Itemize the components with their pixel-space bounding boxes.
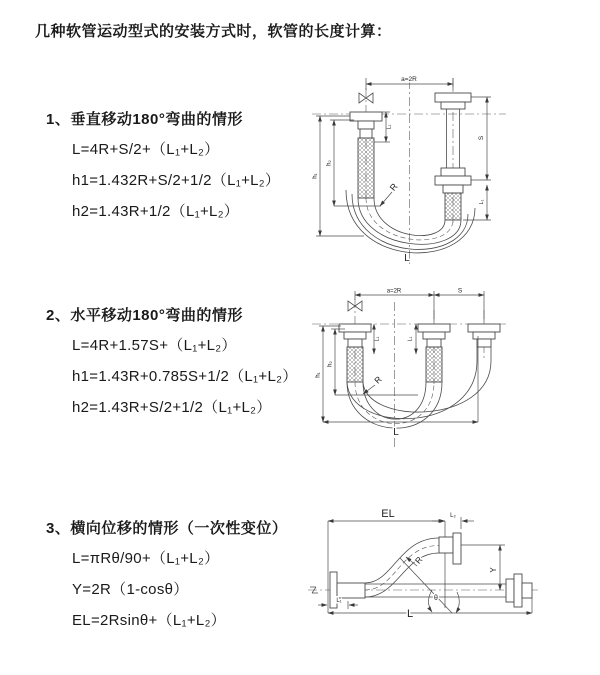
stroke-label: S — [478, 135, 485, 141]
dimension-fitting-right — [463, 185, 491, 220]
left-flange — [330, 572, 365, 608]
angle-label: θ — [434, 595, 438, 602]
fitting-right-label: L₂ — [450, 513, 456, 519]
dimension-height-outer — [316, 326, 342, 422]
formula-length: L=πRθ/90+（L₁+L₂） — [72, 550, 220, 567]
dimension-stroke — [434, 288, 484, 296]
formula-length: L=4R+1.57S+（L₁+L₂） — [72, 337, 237, 354]
formula-h2: h2=1.43R+S/2+1/2（L₁+L₂） — [72, 399, 272, 416]
section-3-heading: 3、横向位移的情形（一次性变位） — [46, 519, 288, 537]
left-riser — [339, 324, 371, 382]
height-inner-label: h₂ — [326, 160, 333, 166]
fitting-left-label: L₁ — [336, 598, 342, 604]
braided-hose-section — [347, 347, 363, 382]
dimension-span — [355, 289, 484, 323]
length-label: L — [404, 253, 410, 264]
middle-riser — [418, 324, 450, 382]
dimension-fitting-left — [318, 598, 358, 609]
braided-hose-section — [358, 138, 374, 198]
displaced-flange — [439, 533, 461, 564]
braided-hose-section — [445, 193, 461, 220]
length-label: L — [393, 427, 399, 438]
dimension-fitting-left — [374, 324, 381, 354]
bend-radius-callout — [406, 555, 425, 566]
fitting-label: L₁ — [479, 199, 485, 205]
height-outer-label: h₁ — [315, 372, 322, 378]
radius-label: R — [412, 554, 425, 566]
height-outer-label: h₁ — [312, 173, 319, 179]
hose-s-curve — [365, 538, 439, 597]
dimension-offset — [461, 545, 505, 590]
page-title: 几种软管运动型式的安装方式时，软管的长度计算： — [35, 23, 392, 40]
formula-length: L=4R+S/2+（L₁+L₂） — [72, 141, 220, 158]
bend-radius-callout — [363, 374, 384, 394]
angle-construction — [400, 558, 459, 613]
offset-label: Y — [489, 567, 498, 573]
height-inner-label: h₂ — [327, 361, 334, 367]
section-3 — [46, 512, 287, 635]
dimension-fitting-middle — [408, 324, 417, 354]
dimension-length — [323, 336, 478, 438]
formula-h1: h1=1.43R+0.785S+1/2（L₁+L₂） — [72, 368, 298, 385]
formula-offset: Y=2R（1-cosθ） — [72, 581, 189, 598]
original-position-pipe — [365, 574, 532, 607]
span-label: a=2R — [386, 288, 402, 295]
dimension-height-inner — [328, 329, 419, 395]
dimension-fitting-right — [432, 513, 474, 529]
dimension-stroke — [471, 97, 491, 180]
fitting-label: L₁ — [386, 124, 393, 130]
dimension-height-outer — [313, 116, 365, 236]
formula-h2: h2=1.43R+1/2（L₁+L₂） — [72, 203, 240, 220]
stroke-label: S — [457, 287, 463, 295]
diagram-lateral-displacement — [300, 488, 600, 636]
length-label: L — [406, 608, 414, 620]
section-1-heading: 1、垂直移动180°弯曲的情形 — [46, 110, 243, 128]
diagram-horizontal-180-bend — [308, 282, 512, 454]
span-label: a=2R — [401, 76, 417, 83]
section-2-heading: 2、水平移动180°弯曲的情形 — [46, 306, 243, 324]
section-1 — [46, 103, 280, 226]
fitting-label: L₁ — [374, 336, 381, 342]
left-riser — [350, 112, 382, 198]
formula-h1: h1=1.432R+S/2+1/2（L₁+L₂） — [72, 172, 281, 189]
extended-length-label: EL — [381, 508, 395, 520]
diagram-vertical-180-bend — [306, 68, 598, 270]
right-riser — [468, 324, 500, 361]
centerlines — [312, 299, 506, 450]
centerlines — [312, 78, 506, 266]
fitting-label: L₁ — [407, 336, 414, 342]
radius-label: R — [387, 181, 400, 193]
section-2 — [46, 299, 298, 422]
braided-hose-section — [426, 347, 442, 382]
formula-el: EL=2Rsinθ+（L₁+L₂） — [72, 612, 226, 629]
bend-radius-callout — [380, 181, 400, 206]
radius-label: R — [372, 374, 384, 386]
